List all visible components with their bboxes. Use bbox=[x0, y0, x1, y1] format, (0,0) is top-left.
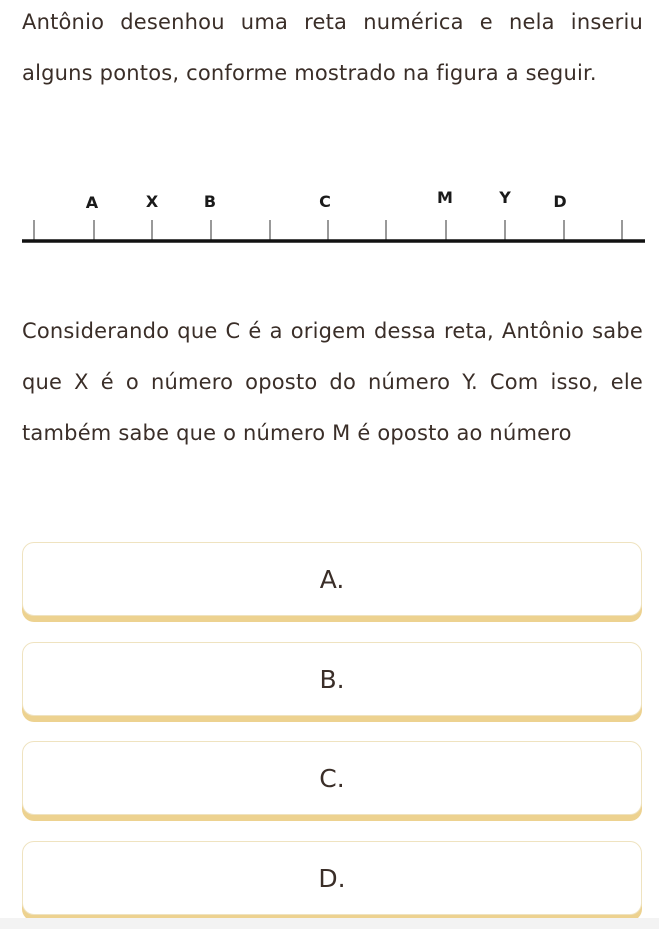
option-d-button[interactable] bbox=[22, 841, 642, 915]
number-line-figure bbox=[0, 180, 659, 250]
intro-paragraph: Antônio desenhou uma reta numérica e nela inseriu alguns pontos, conforme mostrado na figura a seguir. bbox=[22, 10, 643, 85]
point-label-d: D bbox=[553, 192, 567, 211]
option-c-button[interactable] bbox=[22, 741, 642, 815]
option-b-button[interactable] bbox=[22, 642, 642, 716]
option-c-label: C. bbox=[319, 763, 345, 793]
point-label-x: X bbox=[145, 192, 159, 211]
option-b-label: B. bbox=[319, 664, 345, 694]
tick-marks bbox=[34, 220, 622, 240]
point-label-y: Y bbox=[499, 188, 511, 207]
option-a-label: A. bbox=[319, 564, 345, 594]
point-label-c: C bbox=[319, 192, 331, 211]
option-a-button[interactable] bbox=[22, 542, 642, 616]
bottom-strip bbox=[0, 918, 659, 929]
option-d-label: D. bbox=[318, 863, 346, 893]
point-label-m: M bbox=[437, 188, 453, 207]
question-paragraph: Considerando que C é a origem dessa reta, Antônio sabe que X é o número oposto do número Y. Com isso, ele também sabe que o número M é oposto ao número bbox=[22, 319, 643, 445]
point-label-b: B bbox=[203, 192, 217, 211]
point-label-a: A bbox=[85, 193, 99, 212]
